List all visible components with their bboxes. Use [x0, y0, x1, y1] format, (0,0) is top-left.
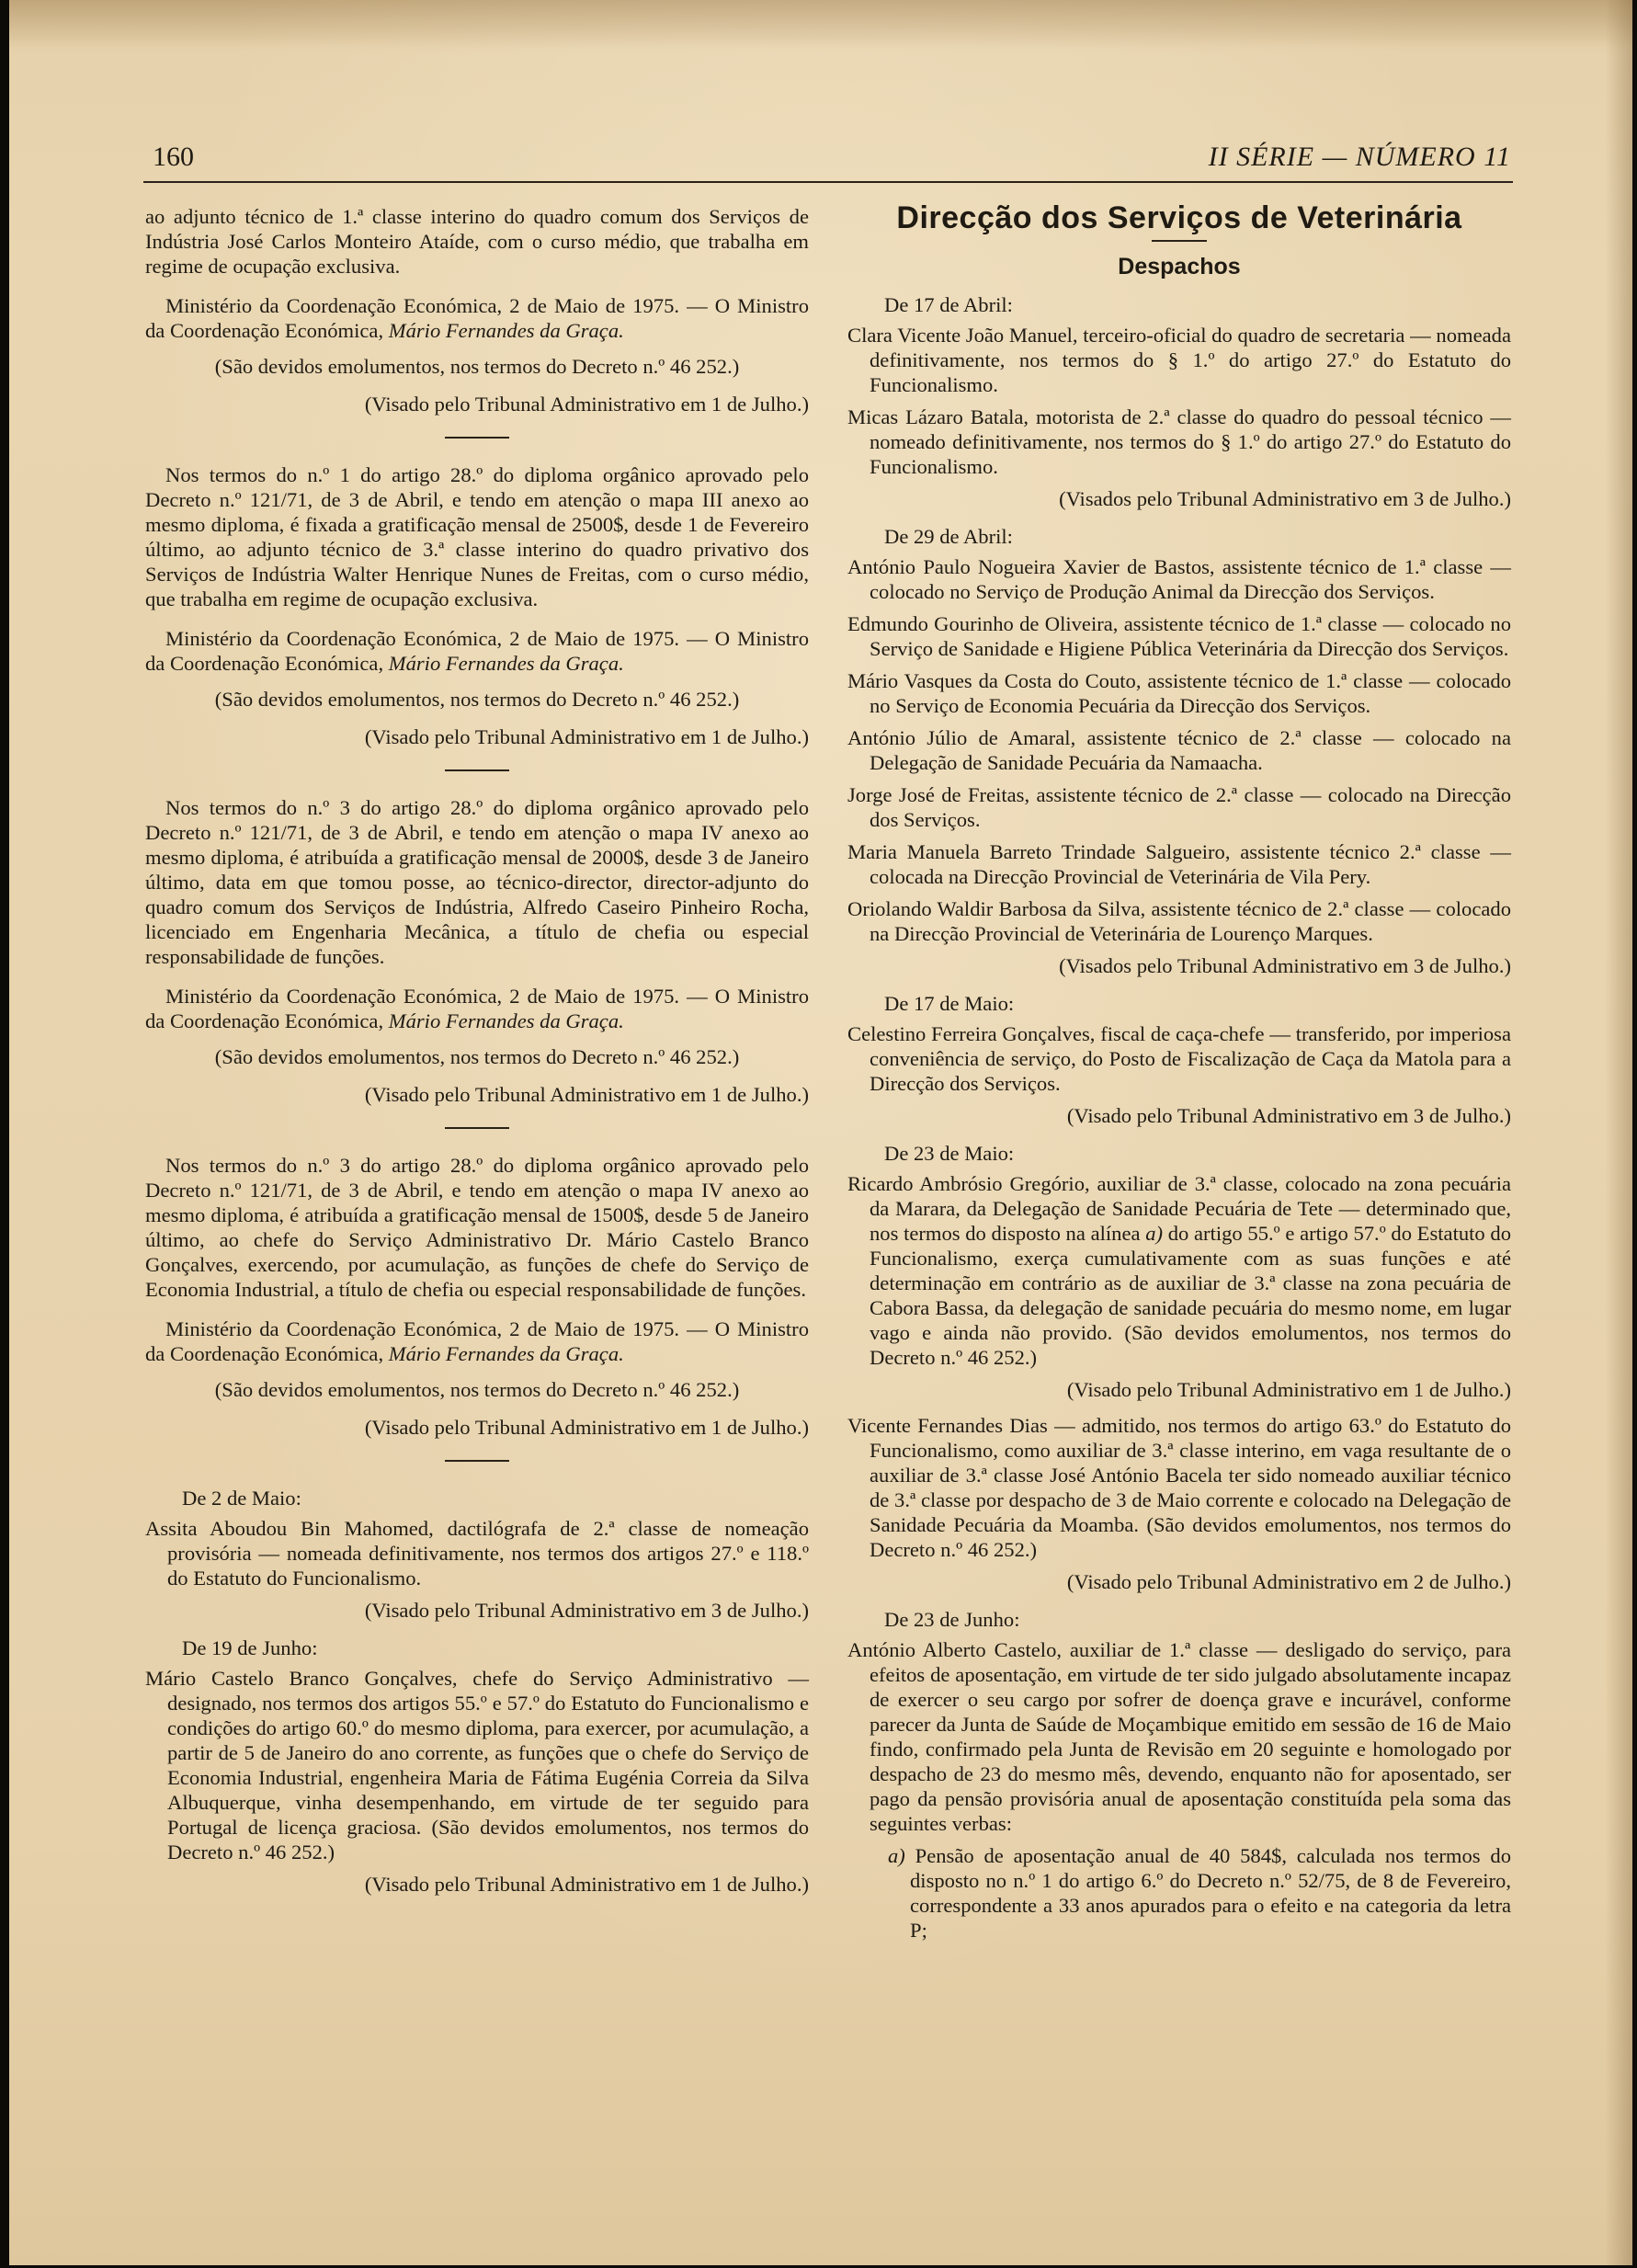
dispatch-entry: António Alberto Castelo, auxiliar de 1.ª classe — desligado do serviço, para efeitos de aposentação, em virtude de ter sido julgado absolutamente incapaz de exercer o seu cargo por sofrer de doença grave e incurável, conforme parecer da Junta de Saúde de Moçambique emitido em sessão de 16 de Maio findo, confirmado pela Junta de Revisão em 20 seguinte e homologado por despacho de 23 do mesmo mês, devendo, enquanto não for aposentado, ser pago da pensão provisória anual de aposentação constituída pela soma das seguintes verbas: [847, 1638, 1511, 1835]
signature-line: Ministério da Coordenação Económica, 2 de Maio de 1975. — O Ministro da Coordenação Económica, Mário Fernandes da Graça. [145, 627, 809, 675]
visa-note: (Visado pelo Tribunal Administrativo em 2 de Julho.) [1066, 1570, 1511, 1593]
paragraph: Nos termos do n.º 3 do artigo 28.º do diploma orgânico aprovado pelo Decreto n.º 121/71, de 3 de Abril, e tendo em atenção o mapa IV anexo ao mesmo diploma, é atribuída a gratificação mensal de 2000$, desde 3 de Janeiro último, data em que tomou posse, ao técnico-director, director-adjunto do quadro comum dos Serviços de Indústria, Alfredo Caseiro Pinheiro Rocha, licenciado em Engenharia Mecânica, a título de chefia ou especial responsabilidade de funções. [145, 796, 809, 968]
left-column [145, 204, 809, 1908]
paragraph: ao adjunto técnico de 1.ª classe interino do quadro comum dos Serviços de Indústria José Carlos Monteiro Ataíde, com o curso médio, que trabalha em regime de ocupação exclusiva. [145, 205, 809, 278]
visa-note: (Visados pelo Tribunal Administrativo em 3 de Julho.) [1059, 954, 1511, 977]
minister-name: Mário Fernandes da Graça. [388, 319, 624, 342]
visa-note: (Visado pelo Tribunal Administrativo em 3 de Julho.) [1066, 1104, 1511, 1127]
dispatch-date: De 2 de Maio: [182, 1487, 301, 1510]
dispatch-entry: Assita Aboudou Bin Mahomed, dactilógrafa de 2.ª classe de nomeação provisória — nomeada definitivamente, nos termos dos artigos 27.º e 118.º do Estatuto do Funcionalismo. [145, 1517, 809, 1590]
dispatch-entry: Oriolando Waldir Barbosa da Silva, assistente técnico de 2.ª classe — colocado na Direcção Provincial de Veterinária de Lourenço Marques. [847, 897, 1511, 945]
emolument-note: (São devidos emolumentos, nos termos do Decreto n.º 46 252.) [214, 688, 740, 711]
series-number: II SÉRIE — NÚMERO 11 [1208, 142, 1511, 172]
separator-rule [1152, 240, 1207, 242]
dispatch-entry: Ricardo Ambrósio Gregório, auxiliar de 3.ª classe, colocado na zona pecuária da Marara, da Delegação de Sanidade Pecuária de Tete — determinado que, nos termos do disposto na alínea a) do artigo 55.º e artigo 57.º do Estatuto do Funcionalismo, exerça cumulativamente com as suas funções e até determinação em contrário as de auxiliar de 3.ª classe na zona pecuária de Cabora Bassa, da delegação de sanidade pecuária do mesmo nome, em lugar vago e ainda não provido. (São devidos emolumentos, nos termos do Decreto n.º 46 252.) [847, 1172, 1512, 1369]
dispatch-entry: Mário Vasques da Costa do Couto, assistente técnico de 1.ª classe — colocado no Serviço de Economia Pecuária da Direcção dos Serviços. [847, 669, 1511, 717]
dispatch-entry: António Paulo Nogueira Xavier de Bastos, assistente técnico de 1.ª classe — colocado no Serviço de Produção Animal da Direcção dos Serviços. [847, 555, 1511, 603]
dispatch-entry: Maria Manuela Barreto Trindade Salgueiro, assistente técnico 2.ª classe — colocada na Direcção Provincial de Veterinária de Vila Pery. [847, 840, 1511, 888]
page-number: 160 [153, 142, 194, 172]
signature-line: Ministério da Coordenação Económica, 2 de Maio de 1975. — O Ministro da Coordenação Económica, Mário Fernandes da Graça. [145, 1317, 809, 1365]
dispatch-entry: Clara Vicente João Manuel, terceiro-oficial do quadro de secretaria — nomeada definitivamente, nos termos do § 1.º do artigo 27.º do Estatuto do Funcionalismo. [847, 324, 1511, 396]
dispatch-entry: Vicente Fernandes Dias — admitido, nos termos do artigo 63.º do Estatuto do Funcionalismo, como auxiliar de 3.ª classe interino, em vaga resultante de o auxiliar de 3.ª classe José António Bacela ter sido nomeado auxiliar técnico de 3.ª classe por despacho de 3 de Maio corrente e colocado na Delegação de Sanidade Pecuária da Moamba. (São devidos emolumentos, nos termos do Decreto n.º 46 252.) [847, 1414, 1511, 1561]
dispatch-date: De 23 de Maio: [884, 1142, 1015, 1165]
minister-name: Mário Fernandes da Graça. [388, 1009, 624, 1032]
header-rule [143, 181, 1513, 183]
right-column [847, 200, 1512, 1950]
emolument-note: (São devidos emolumentos, nos termos do Decreto n.º 46 252.) [214, 1045, 740, 1068]
gazette-page [9, 0, 1632, 2265]
pension-item: a) Pensão de aposentação anual de 40 584$, calculada nos termos do disposto no n.º 1 do artigo 6.º do Decreto n.º 52/75, de 8 de Fevereiro, correspondente a 33 anos apurados para o efeito e na categoria da letra P; [888, 1844, 1511, 1942]
dispatch-date: De 19 de Junho: [182, 1636, 318, 1659]
item-label: a) [888, 1844, 905, 1867]
dispatch-entry: António Júlio de Amaral, assistente técnico de 2.ª classe — colocado na Delegação de Sanidade Pecuária da Namaacha. [847, 726, 1511, 774]
paper-shadow-top [9, 0, 1632, 48]
separator-rule [445, 1460, 509, 1462]
dispatch-date: De 23 de Junho: [884, 1608, 1020, 1631]
visa-note: (Visado pelo Tribunal Administrativo em 3 de Julho.) [364, 1599, 809, 1622]
emolument-note: (São devidos emolumentos, nos termos do Decreto n.º 46 252.) [214, 355, 740, 378]
dispatch-entry: Mário Castelo Branco Gonçalves, chefe do Serviço Administrativo — designado, nos termos dos artigos 55.º e 57.º do Estatuto do Funcionalismo e condições do artigo 60.º do mesmo diploma, para exercer, por acumulação, a partir de 5 de Janeiro do ano corrente, as funções que o chefe do Serviço de Economia Industrial, engenheira Maria de Fátima Eugénia Correia da Silva Albuquerque, vinha desempenhando, em virtude de ter seguido para Portugal de licença graciosa. (São devidos emolumentos, nos termos do Decreto n.º 46 252.) [145, 1667, 809, 1863]
dispatch-date: De 17 de Abril: [884, 293, 1013, 316]
visa-note: (Visado pelo Tribunal Administrativo em 1 de Julho.) [364, 1873, 809, 1896]
visa-note: (Visado pelo Tribunal Administrativo em 1 de Julho.) [364, 1083, 809, 1106]
signature-line: Ministério da Coordenação Económica, 2 de Maio de 1975. — O Ministro da Coordenação Económica, Mário Fernandes da Graça. [145, 985, 809, 1032]
visa-note: (Visado pelo Tribunal Administrativo em 1 de Julho.) [364, 1416, 809, 1439]
emolument-note: (São devidos emolumentos, nos termos do Decreto n.º 46 252.) [214, 1378, 740, 1401]
visa-note: (Visado pelo Tribunal Administrativo em 1 de Julho.) [364, 725, 809, 748]
page-header [145, 138, 1511, 184]
separator-rule [445, 769, 509, 771]
visa-note: (Visado pelo Tribunal Administrativo em 1 de Julho.) [1066, 1378, 1511, 1401]
paragraph: Nos termos do n.º 1 do artigo 28.º do diploma orgânico aprovado pelo Decreto n.º 121/71, de 3 de Abril, e tendo em atenção o mapa III anexo ao mesmo diploma, é fixada a gratificação mensal de 2500$, desde 1 de Fevereiro último, ao adjunto técnico de 3.ª classe interino do quadro privativo dos Serviços de Indústria Walter Henrique Nunes de Freitas, com o curso médio, que trabalha em regime de ocupação exclusiva. [145, 463, 809, 610]
signature-line: Ministério da Coordenação Económica, 2 de Maio de 1975. — O Ministro da Coordenação Económica, Mário Fernandes da Graça. [145, 294, 809, 342]
visa-note: (Visado pelo Tribunal Administrativo em 1 de Julho.) [364, 393, 809, 416]
dispatch-date: De 29 de Abril: [884, 525, 1013, 548]
minister-name: Mário Fernandes da Graça. [388, 652, 624, 675]
visa-note: (Visados pelo Tribunal Administrativo em 3 de Julho.) [1059, 487, 1511, 510]
dispatch-entry: Micas Lázaro Batala, motorista de 2.ª classe do quadro do pessoal técnico — nomeado definitivamente, nos termos do § 1.º do artigo 27.º do Estatuto do Funcionalismo. [847, 405, 1511, 478]
dispatch-entry: Jorge José de Freitas, assistente técnico de 2.ª classe — colocado na Direcção dos Serviços. [847, 783, 1511, 831]
separator-rule [445, 437, 509, 439]
dispatch-entry: Celestino Ferreira Gonçalves, fiscal de caça-chefe — transferido, por imperiosa conveniência de serviço, do Posto de Fiscalização de Caça da Matola para a Direcção dos Serviços. [847, 1022, 1511, 1095]
paragraph: Nos termos do n.º 3 do artigo 28.º do diploma orgânico aprovado pelo Decreto n.º 121/71, de 3 de Abril, e tendo em atenção o mapa IV anexo ao mesmo diploma, é atribuída a gratificação mensal de 1500$, desde 5 de Janeiro último, ao chefe do Serviço Administrativo Dr. Mário Castelo Branco Gonçalves, exercendo, por acumulação, as funções de chefe do Serviço de Economia Industrial, a título de chefia ou especial responsabilidade de funções. [145, 1154, 809, 1301]
paper-shadow-right [1605, 0, 1632, 2265]
minister-name: Mário Fernandes da Graça. [388, 1342, 624, 1365]
section-subtitle: Despachos [1118, 254, 1241, 279]
clause-label: a) [1145, 1222, 1164, 1245]
dispatch-date: De 17 de Maio: [884, 992, 1015, 1015]
separator-rule [445, 1127, 509, 1129]
section-title: Direcção dos Serviços de Veterinária [896, 200, 1462, 235]
dispatch-entry: Edmundo Gourinho de Oliveira, assistente técnico de 1.ª classe — colocado no Serviço de Sanidade e Higiene Pública Veterinária da Direcção dos Serviços. [847, 612, 1511, 660]
